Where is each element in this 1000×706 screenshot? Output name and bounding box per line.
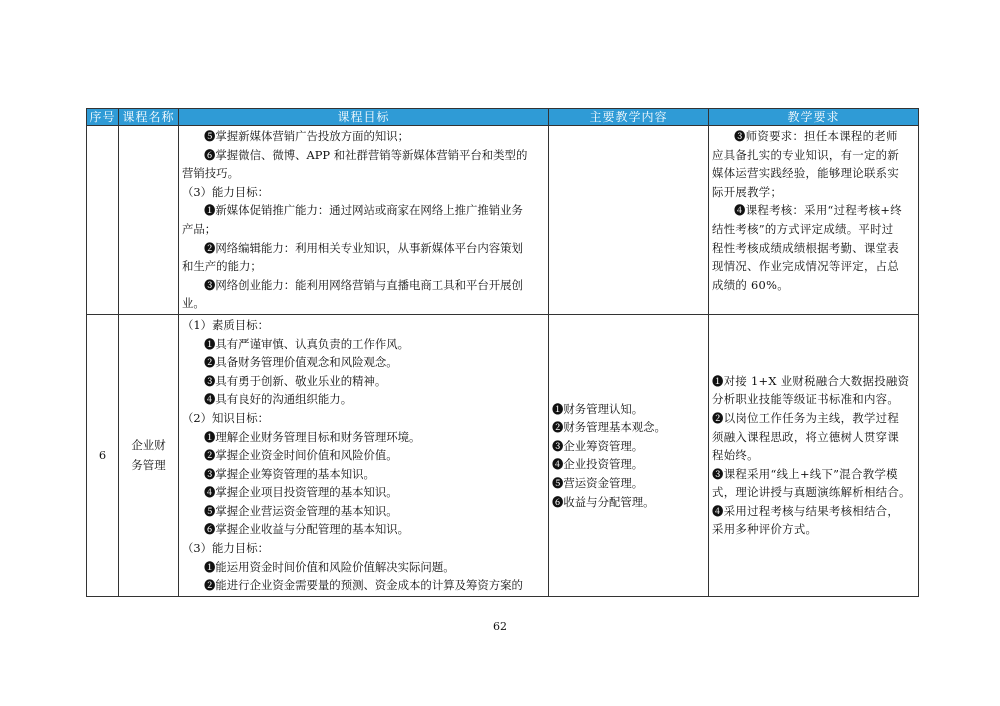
text-line: ❹具有良好的沟通组织能力。	[204, 392, 353, 407]
text-line: 结性考核”的方式评定成绩。平时过	[712, 221, 894, 236]
text-line: ❷以岗位工作任务为主线，教学过程	[712, 410, 900, 425]
text-line: ❷财务管理基本观念。	[552, 420, 666, 435]
text-line: 采用多种评价方式。	[712, 522, 818, 537]
text-line: （2）知识目标：	[182, 410, 269, 425]
text-line: 式，理论讲授与真题演练解析相结合。	[712, 485, 911, 500]
text-line: 产品；	[182, 221, 217, 236]
cell-course-name: 企业财务管理	[119, 314, 179, 596]
text-line: ❸掌握企业筹资管理的基本知识。	[204, 466, 375, 481]
curriculum-table	[86, 108, 919, 597]
text-line: 现情况、作业完成情况等评定，占总	[712, 259, 900, 274]
text-line: 和生产的能力；	[182, 259, 262, 274]
text-line: 营销技巧。	[182, 166, 239, 181]
text-line: 程性考核成绩成绩根据考勤、课堂表	[712, 240, 900, 255]
text-line: ❻掌握微信、微博、APP 和社群营销等新媒体营销平台和类型的	[204, 147, 528, 162]
text-line: ❶理解企业财务管理目标和财务管理环境。	[204, 429, 421, 444]
text-line: ❹企业投资管理。	[552, 457, 644, 472]
text-line: ❷具备财务管理价值观念和风险观念。	[204, 355, 398, 370]
cell-course-name	[119, 126, 179, 315]
text-line: 应具备扎实的专业知识，有一定的新	[712, 147, 900, 162]
text-line: ❸网络创业能力：能利用网络营销与直播电商工具和平台开展创	[204, 277, 523, 292]
text-line: ❻掌握企业收益与分配管理的基本知识。	[204, 522, 410, 537]
header-course-name: 课程名称	[119, 109, 179, 126]
cell-objectives	[179, 126, 549, 315]
text-line: ❹采用过程考核与结果考核相结合，	[712, 503, 900, 518]
header-requirements: 教学要求	[709, 109, 919, 126]
text-line: ❷网络编辑能力：利用相关专业知识，从事新媒体平台内容策划	[204, 240, 523, 255]
text-line: ❹掌握企业项目投资管理的基本知识。	[204, 485, 398, 500]
text-line: 媒体运营实践经验，能够理论联系实	[712, 166, 900, 181]
cell-seq	[87, 126, 119, 315]
table-row	[87, 126, 919, 315]
text-line: ❸课程采用“线上+线下”混合教学模	[712, 466, 898, 481]
text-line: ❶对接 1+X 业财税融合大数据投融资	[712, 373, 910, 388]
text-line: ❷能进行企业资金需要量的预测、资金成本的计算及筹资方案的	[204, 578, 523, 593]
text-line: ❶能运用资金时间价值和风险价值解决实际问题。	[204, 559, 455, 574]
text-line: ❶新媒体促销推广能力：通过网站或商家在网络上推广推销业务	[204, 203, 523, 218]
page-number: 62	[493, 620, 507, 633]
cell-content	[549, 314, 709, 596]
cell-requirements	[709, 126, 919, 315]
text-line: ❸具有勇于创新、敬业乐业的精神。	[204, 373, 387, 388]
text-line: （3）能力目标：	[182, 541, 269, 556]
cell-requirements	[709, 314, 919, 596]
text-line: ❺掌握企业营运资金管理的基本知识。	[204, 503, 398, 518]
text-line: ❶具有严谨审慎、认真负责的工作作风。	[204, 336, 410, 351]
text-line: ❺营运资金管理。	[552, 475, 644, 490]
text-line: ❶财务管理认知。	[552, 401, 644, 416]
text-line: ❻收益与分配管理。	[552, 494, 655, 509]
cell-seq: 6	[87, 314, 119, 596]
table-row	[87, 314, 919, 596]
text-line: ❸企业筹资管理。	[552, 438, 644, 453]
text-line: ❹课程考核：采用“过程考核+终	[734, 203, 902, 218]
text-line: （1）素质目标：	[182, 317, 269, 332]
text-line: 须融入课程思政，将立德树人贯穿课	[712, 429, 900, 444]
header-seq: 序号	[87, 109, 119, 126]
text-line: ❸师资要求：担任本课程的老师	[734, 129, 898, 143]
text-line: 际开展教学；	[712, 184, 783, 199]
text-line: 程始终。	[712, 448, 759, 463]
table-header-row	[87, 109, 919, 126]
cell-content	[549, 126, 709, 315]
text-line: ❺掌握新媒体营销广告投放方面的知识；	[204, 129, 410, 143]
text-line: 分析职业技能等级证书标准和内容。	[712, 392, 900, 407]
text-line: ❷掌握企业资金时间价值和风险价值。	[204, 448, 398, 463]
text-line: 成绩的 60%。	[712, 277, 789, 292]
header-content: 主要教学内容	[549, 109, 709, 126]
text-line: 业。	[182, 296, 205, 311]
header-objectives: 课程目标	[179, 109, 549, 126]
cell-objectives	[179, 314, 549, 596]
text-line: （3）能力目标：	[182, 184, 269, 199]
